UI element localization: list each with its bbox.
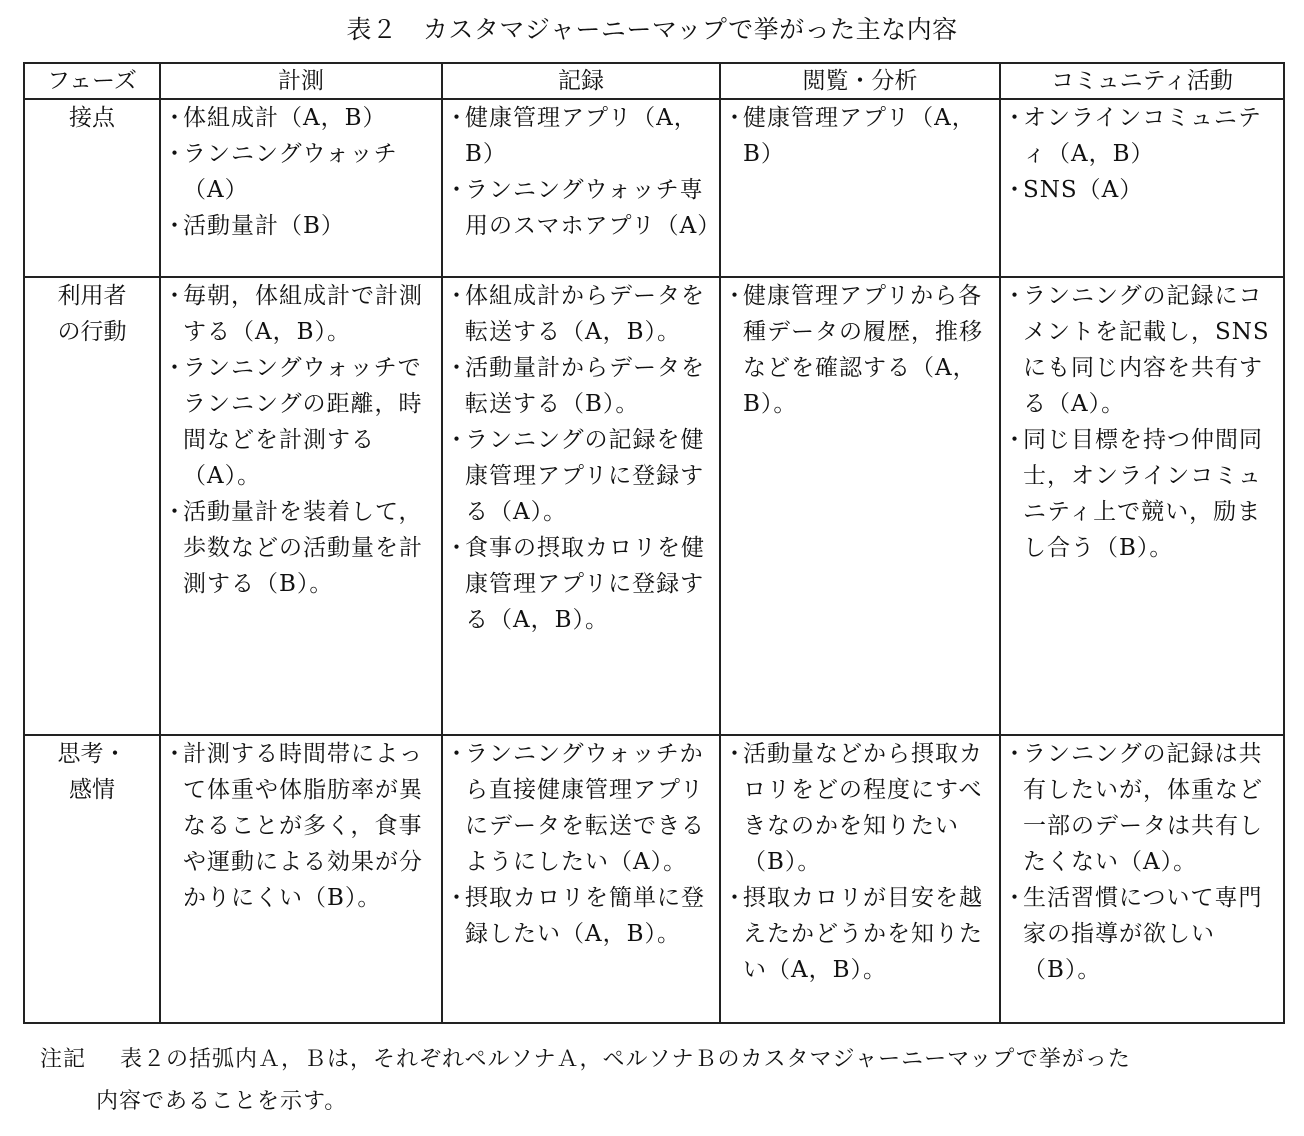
list-item: [443, 880, 719, 952]
phase-cell: [24, 99, 160, 277]
cell-record: [442, 735, 720, 1023]
bullet-list: [161, 278, 441, 602]
cell-community: [1000, 99, 1284, 277]
list-item: [721, 278, 999, 422]
bullet-list: [443, 736, 719, 952]
table-row: [24, 277, 1284, 735]
list-item: [1001, 100, 1283, 172]
phase-label-line: 接点: [69, 105, 115, 131]
item-text: 活動量計を装着して，歩数などの活動量を計測する（B）。: [183, 499, 423, 597]
item-text: 活動量計（B）: [183, 213, 345, 239]
list-item: [1001, 172, 1283, 208]
bullet-mark: ・: [163, 141, 187, 167]
item-text: ランニングの記録は共有したいが，体重など一部のデータは共有したくない（A）。: [1023, 741, 1263, 875]
item-text: ランニングの記録にコメントを記載し，SNSにも同じ内容を共有する（A）。: [1023, 283, 1270, 417]
bullet-mark: ・: [1003, 177, 1027, 203]
item-text: 計測する時間帯によって体重や体脂肪率が異なることが多く，食事や運動による効果が分かりにくい（B）。: [183, 741, 423, 911]
list-item: [1001, 736, 1283, 880]
note-label: 注記: [40, 1047, 87, 1072]
list-item: [1001, 278, 1283, 422]
phase-label-line: 感情: [69, 777, 115, 803]
list-item: [721, 100, 999, 172]
item-text: ランニングウォッチ専用のスマホアプリ（A）: [465, 177, 722, 239]
bullet-list: [161, 736, 441, 916]
bullet-list: [443, 100, 722, 244]
item-text: 毎朝，体組成計で計測する（A，B）。: [183, 283, 423, 345]
bullet-list: [721, 100, 999, 172]
list-item: [1001, 422, 1283, 566]
list-item: [443, 278, 719, 350]
bullet-mark: ・: [1003, 283, 1027, 309]
bullet-mark: ・: [723, 741, 747, 767]
item-text: 健康管理アプリから各種データの履歴，推移などを確認する（A，B）。: [743, 283, 983, 417]
bullet-list: [1001, 736, 1283, 988]
item-text: 食事の摂取カロリを健康管理アプリに登録する（A，B）。: [465, 535, 705, 633]
list-item: [161, 136, 441, 208]
note-line-1: 表２の括弧内Ａ，Ｂは，それぞれペルソナＡ，ペルソナＢのカスタマジャーニーマップで挙がった: [120, 1047, 1131, 1072]
bullet-mark: ・: [445, 535, 469, 561]
item-text: ランニングウォッチ（A）: [183, 141, 398, 203]
bullet-mark: ・: [1003, 427, 1027, 453]
bullet-mark: ・: [163, 283, 187, 309]
bullet-mark: ・: [723, 105, 747, 131]
list-item: [1001, 880, 1283, 988]
bullet-mark: ・: [163, 741, 187, 767]
list-item: [161, 350, 441, 494]
customer-journey-table: [23, 62, 1285, 1024]
bullet-mark: ・: [1003, 105, 1027, 131]
header-view-analysis: 閲覧・分析: [720, 63, 1000, 99]
list-item: [443, 736, 719, 880]
item-text: 体組成計（A，B）: [183, 105, 387, 131]
header-measure: 計測: [160, 63, 442, 99]
bullet-mark: ・: [163, 355, 187, 381]
bullet-list: [161, 100, 441, 244]
bullet-mark: ・: [445, 105, 469, 131]
item-text: 同じ目標を持つ仲間同士，オンラインコミュニティ上で競い，励まし合う（B）。: [1023, 427, 1263, 561]
list-item: [161, 100, 441, 136]
item-text: 体組成計からデータを転送する（A，B）。: [465, 283, 705, 345]
table-note: [40, 1042, 1270, 1120]
header-record: 記録: [442, 63, 720, 99]
cell-community: [1000, 277, 1284, 735]
cell-view-analysis: [720, 277, 1000, 735]
bullet-mark: ・: [1003, 741, 1027, 767]
list-item: [443, 172, 722, 244]
bullet-mark: ・: [445, 283, 469, 309]
list-item: [161, 494, 441, 602]
table-row: [24, 735, 1284, 1023]
cell-record: [442, 277, 720, 735]
item-text: ランニングの記録を健康管理アプリに登録する（A）。: [465, 427, 705, 525]
cell-community: [1000, 735, 1284, 1023]
table-row: [24, 99, 1284, 277]
item-text: SNS（A）: [1023, 177, 1144, 203]
phase-label-line: 利用者: [57, 283, 127, 309]
bullet-mark: ・: [445, 177, 469, 203]
item-text: 摂取カロリを簡単に登録したい（A，B）。: [465, 885, 705, 947]
item-text: 活動量などから摂取カロリをどの程度にすべきなのかを知りたい（B）。: [743, 741, 983, 875]
bullet-mark: ・: [445, 427, 469, 453]
bullet-mark: ・: [445, 885, 469, 911]
list-item: [443, 530, 719, 638]
header-row: [24, 63, 1284, 99]
phase-cell: [24, 277, 160, 735]
cell-measure: [160, 99, 442, 277]
item-text: ランニングウォッチから直接健康管理アプリにデータを転送できるようにしたい（A）。: [465, 741, 705, 875]
bullet-mark: ・: [445, 741, 469, 767]
bullet-mark: ・: [445, 355, 469, 381]
item-text: 健康管理アプリ（A，B）: [465, 105, 698, 167]
list-item: [443, 422, 719, 530]
list-item: [443, 350, 719, 422]
bullet-mark: ・: [163, 105, 187, 131]
item-text: 活動量計からデータを転送する（B）。: [465, 355, 705, 417]
bullet-mark: ・: [723, 283, 747, 309]
item-text: ランニングウォッチでランニングの距離，時間などを計測する（A）。: [183, 355, 423, 489]
cell-view-analysis: [720, 99, 1000, 277]
list-item: [721, 880, 999, 988]
cell-record: [442, 99, 720, 277]
bullet-mark: ・: [1003, 885, 1027, 911]
phase-label-line: の行動: [57, 319, 127, 345]
item-text: 健康管理アプリ（A，B）: [743, 105, 976, 167]
list-item: [443, 100, 719, 172]
bullet-mark: ・: [163, 499, 187, 525]
list-item: [161, 278, 441, 350]
bullet-list: [1001, 100, 1283, 208]
item-text: 生活習慣について専門家の指導が欲しい（B）。: [1023, 885, 1263, 983]
table-title: 表２ カスタマジャーニーマップで挙がった主な内容: [346, 15, 958, 44]
phase-cell: [24, 735, 160, 1023]
bullet-list: [721, 278, 999, 422]
cell-measure: [160, 277, 442, 735]
list-item: [161, 208, 441, 244]
phase-label-line: 思考・: [57, 741, 127, 767]
bullet-mark: ・: [723, 885, 747, 911]
bullet-mark: ・: [163, 213, 187, 239]
cell-view-analysis: [720, 735, 1000, 1023]
bullet-list: [721, 736, 999, 988]
item-text: 摂取カロリが目安を越えたかどうかを知りたい（A，B）。: [743, 885, 983, 983]
bullet-list: [443, 278, 719, 638]
cell-measure: [160, 735, 442, 1023]
bullet-list: [1001, 278, 1283, 566]
list-item: [161, 736, 441, 916]
item-text: オンラインコミュニティ（A，B）: [1023, 105, 1262, 167]
note-line-2: 内容であることを示す。: [96, 1089, 348, 1114]
header-phase: フェーズ: [24, 63, 160, 99]
list-item: [721, 736, 999, 880]
header-community: コミュニティ活動: [1000, 63, 1284, 99]
